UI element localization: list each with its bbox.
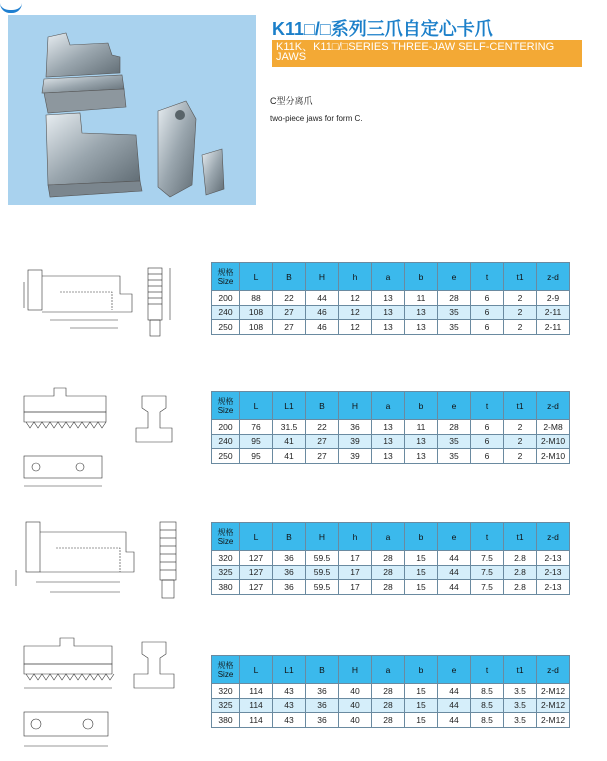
table-header: B [306, 392, 339, 420]
table-header: z-d [537, 392, 570, 420]
table-header: B [273, 263, 306, 291]
table-cell: 36 [273, 565, 306, 580]
table-header-size [212, 263, 240, 291]
table-header: a [372, 263, 405, 291]
table-row [212, 565, 570, 580]
table-cell: 15 [405, 551, 438, 566]
table-cell: 2 [504, 291, 537, 306]
table-cell: 12 [339, 291, 372, 306]
table-row [212, 420, 570, 435]
table-cell: 6 [471, 420, 504, 435]
table-cell: 250 [212, 449, 240, 464]
table-cell: 2-13 [537, 565, 570, 580]
table-cell: 2 [504, 320, 537, 335]
table-cell: 2.8 [504, 551, 537, 566]
table-cell: 36 [306, 684, 339, 699]
table-cell: 15 [405, 713, 438, 728]
page-subtitle-band [272, 40, 582, 67]
table-header: L [240, 523, 273, 551]
table-cell: 17 [339, 565, 372, 580]
table-cell: 3.5 [504, 713, 537, 728]
table-cell: 28 [372, 551, 405, 566]
table-row [212, 698, 570, 713]
table-cell: 2 [504, 434, 537, 449]
table-row [212, 320, 570, 335]
table-cell: 40 [339, 713, 372, 728]
table-cell: 28 [372, 684, 405, 699]
table-cell: 6 [471, 434, 504, 449]
table-header-row [212, 523, 570, 551]
table-header: h [339, 263, 372, 291]
table-cell: 36 [306, 713, 339, 728]
table-header: b [405, 392, 438, 420]
table-cell: 108 [240, 320, 273, 335]
table-cell: 380 [212, 580, 240, 595]
table-cell: 15 [405, 684, 438, 699]
table-row [212, 713, 570, 728]
technical-drawing-4 [20, 628, 190, 754]
table-cell: 44 [306, 291, 339, 306]
table-cell: 95 [240, 434, 273, 449]
table-cell: 17 [339, 580, 372, 595]
table-header: L [240, 656, 273, 684]
table-header: a [372, 656, 405, 684]
table-cell: 7.5 [471, 565, 504, 580]
page-title: K11□/□系列三爪自定心卡爪 [272, 19, 493, 39]
table-header-row [212, 392, 570, 420]
table-header: H [306, 523, 339, 551]
table-row [212, 434, 570, 449]
table-cell: 380 [212, 713, 240, 728]
table-cell: 15 [405, 698, 438, 713]
table-cell: 7.5 [471, 580, 504, 595]
table-cell: 76 [240, 420, 273, 435]
table-cell: 44 [438, 713, 471, 728]
table-header: H [339, 656, 372, 684]
table-cell: 46 [306, 305, 339, 320]
table-header-size [212, 656, 240, 684]
table-cell: 320 [212, 684, 240, 699]
table-cell: 325 [212, 698, 240, 713]
description-cn: C型分离爪 [270, 96, 313, 106]
table-cell: 13 [372, 320, 405, 335]
table-cell: 2-11 [537, 305, 570, 320]
table-cell: 22 [273, 291, 306, 306]
table-cell: 8.5 [471, 713, 504, 728]
table-header: B [306, 656, 339, 684]
table-cell: 108 [240, 305, 273, 320]
table-cell: 13 [405, 434, 438, 449]
header-size-cn: 规格 [217, 267, 234, 277]
table-cell: 2-9 [537, 291, 570, 306]
table-cell: 13 [405, 449, 438, 464]
table-cell: 200 [212, 420, 240, 435]
table-cell: 39 [339, 449, 372, 464]
table-cell: 13 [405, 305, 438, 320]
table-cell: 3.5 [504, 684, 537, 699]
table-cell: 41 [273, 449, 306, 464]
table-header: L1 [273, 656, 306, 684]
table-cell: 200 [212, 291, 240, 306]
table-cell: 17 [339, 551, 372, 566]
table-cell: 28 [372, 565, 405, 580]
table-cell: 27 [273, 320, 306, 335]
table-cell: 13 [372, 449, 405, 464]
header-size-en: Size [217, 669, 234, 679]
table-cell: 44 [438, 580, 471, 595]
table-header: e [438, 656, 471, 684]
table-cell: 13 [405, 320, 438, 335]
table-cell: 114 [240, 713, 273, 728]
table-header-row [212, 656, 570, 684]
table-cell: 325 [212, 565, 240, 580]
table-cell: 13 [372, 291, 405, 306]
table-header: L [240, 263, 273, 291]
table-header: L1 [273, 392, 306, 420]
jaw-photo-illustration [8, 15, 256, 205]
header-size-cn: 规格 [217, 527, 234, 537]
subtitle-line-1: K11K、K11□/□SERIES THREE-JAW SELF-CENTERING [276, 41, 555, 53]
spec-table-4 [211, 655, 570, 728]
spec-table-3 [211, 522, 570, 595]
table-cell: 59.5 [306, 551, 339, 566]
table-cell: 127 [240, 551, 273, 566]
table-cell: 40 [339, 684, 372, 699]
table-cell: 250 [212, 320, 240, 335]
table-cell: 2-11 [537, 320, 570, 335]
table-row [212, 580, 570, 595]
table-cell: 2-13 [537, 580, 570, 595]
table-cell: 28 [372, 713, 405, 728]
technical-drawing-3 [10, 516, 190, 606]
table-cell: 8.5 [471, 698, 504, 713]
table-cell: 36 [273, 580, 306, 595]
table-header: t1 [504, 523, 537, 551]
table-cell: 15 [405, 565, 438, 580]
table-cell: 31.5 [273, 420, 306, 435]
table-cell: 2-M8 [537, 420, 570, 435]
table-header: z-d [537, 656, 570, 684]
table-cell: 43 [273, 698, 306, 713]
jaw-photo [8, 15, 256, 205]
table-header: t [471, 392, 504, 420]
table-header: b [405, 656, 438, 684]
table-cell: 88 [240, 291, 273, 306]
table-cell: 114 [240, 684, 273, 699]
table-header: a [372, 392, 405, 420]
table-cell: 35 [438, 449, 471, 464]
table-cell: 12 [339, 305, 372, 320]
table-cell: 13 [372, 305, 405, 320]
table-cell: 2-M12 [537, 713, 570, 728]
table-header: e [438, 263, 471, 291]
table-row [212, 305, 570, 320]
table-cell: 11 [405, 291, 438, 306]
table-header: t1 [504, 263, 537, 291]
table-cell: 36 [339, 420, 372, 435]
table-cell: 35 [438, 305, 471, 320]
header-size-cn: 规格 [217, 396, 234, 406]
table-cell: 44 [438, 565, 471, 580]
table-cell: 43 [273, 684, 306, 699]
table-cell: 46 [306, 320, 339, 335]
table-cell: 59.5 [306, 565, 339, 580]
table-header: t1 [504, 656, 537, 684]
table-cell: 39 [339, 434, 372, 449]
table-cell: 95 [240, 449, 273, 464]
table-cell: 2-M12 [537, 698, 570, 713]
table-cell: 6 [471, 305, 504, 320]
header-size-en: Size [217, 536, 234, 546]
table-cell: 28 [372, 580, 405, 595]
table-cell: 127 [240, 580, 273, 595]
subtitle-line-2: JAWS [276, 51, 307, 63]
table-cell: 2.8 [504, 580, 537, 595]
table-cell: 22 [306, 420, 339, 435]
table-cell: 13 [372, 434, 405, 449]
header-size-cn: 规格 [217, 660, 234, 670]
table-cell: 2-13 [537, 551, 570, 566]
table-row [212, 449, 570, 464]
table-cell: 2-M12 [537, 684, 570, 699]
spec-table-1 [211, 262, 570, 335]
table-cell: 2 [504, 420, 537, 435]
table-cell: 11 [405, 420, 438, 435]
table-cell: 27 [306, 449, 339, 464]
table-cell: 127 [240, 565, 273, 580]
table-cell: 2-M10 [537, 434, 570, 449]
table-cell: 2.8 [504, 565, 537, 580]
table-header: b [405, 263, 438, 291]
table-cell: 240 [212, 434, 240, 449]
table-cell: 35 [438, 434, 471, 449]
table-cell: 44 [438, 698, 471, 713]
table-header: L [240, 392, 273, 420]
table-cell: 12 [339, 320, 372, 335]
table-cell: 2-M10 [537, 449, 570, 464]
table-cell: 320 [212, 551, 240, 566]
table-cell: 27 [273, 305, 306, 320]
table-row [212, 684, 570, 699]
table-cell: 28 [438, 420, 471, 435]
table-header-row [212, 263, 570, 291]
table-cell: 59.5 [306, 580, 339, 595]
table-cell: 240 [212, 305, 240, 320]
table-header: t [471, 656, 504, 684]
table-header: B [273, 523, 306, 551]
table-cell: 35 [438, 320, 471, 335]
table-header: e [438, 523, 471, 551]
table-cell: 36 [273, 551, 306, 566]
table-cell: 28 [438, 291, 471, 306]
technical-drawing-2 [20, 382, 190, 492]
spec-table-2 [211, 391, 570, 464]
table-cell: 6 [471, 320, 504, 335]
table-cell: 2 [504, 449, 537, 464]
table-cell: 15 [405, 580, 438, 595]
table-cell: 27 [306, 434, 339, 449]
table-header-size [212, 523, 240, 551]
technical-drawing-1 [20, 262, 190, 342]
table-row [212, 291, 570, 306]
table-header: e [438, 392, 471, 420]
table-header: t [471, 523, 504, 551]
table-header: t [471, 263, 504, 291]
table-cell: 36 [306, 698, 339, 713]
header-size-en: Size [217, 276, 234, 286]
table-cell: 3.5 [504, 698, 537, 713]
table-header-size [212, 392, 240, 420]
table-header: a [372, 523, 405, 551]
table-cell: 6 [471, 449, 504, 464]
table-header: z-d [537, 263, 570, 291]
table-cell: 40 [339, 698, 372, 713]
header-size-en: Size [217, 405, 234, 415]
table-header: b [405, 523, 438, 551]
table-cell: 7.5 [471, 551, 504, 566]
table-header: H [339, 392, 372, 420]
table-cell: 28 [372, 698, 405, 713]
table-cell: 44 [438, 684, 471, 699]
table-cell: 44 [438, 551, 471, 566]
table-cell: 43 [273, 713, 306, 728]
brand-corner-mark [0, 0, 22, 13]
table-header: t1 [504, 392, 537, 420]
table-header: H [306, 263, 339, 291]
table-cell: 8.5 [471, 684, 504, 699]
table-row [212, 551, 570, 566]
table-header: h [339, 523, 372, 551]
table-cell: 6 [471, 291, 504, 306]
table-cell: 13 [372, 420, 405, 435]
table-cell: 2 [504, 305, 537, 320]
table-cell: 114 [240, 698, 273, 713]
table-cell: 41 [273, 434, 306, 449]
table-header: z-d [537, 523, 570, 551]
description-en: two-piece jaws for form C. [270, 114, 363, 123]
